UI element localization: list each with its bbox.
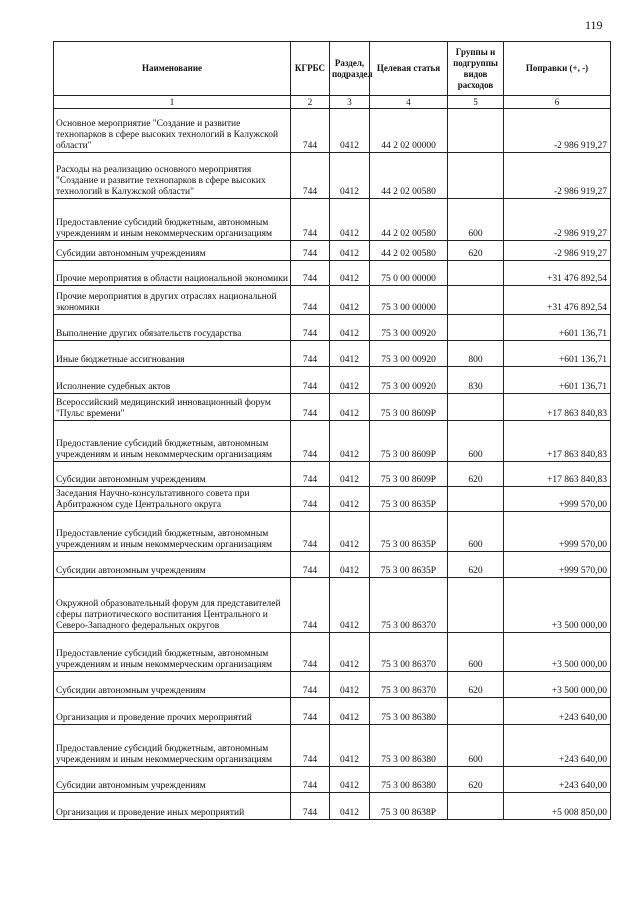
row-gruppa bbox=[448, 109, 504, 153]
row-kgrbs: 744 bbox=[291, 286, 330, 315]
row-razdel: 0412 bbox=[330, 698, 370, 725]
row-razdel: 0412 bbox=[330, 367, 370, 394]
row-razdel: 0412 bbox=[330, 487, 370, 512]
table-row bbox=[54, 767, 611, 793]
row-amount: +243 640,00 bbox=[504, 767, 611, 793]
row-kgrbs: 744 bbox=[291, 767, 330, 793]
row-name: Исполнение судебных актов bbox=[54, 367, 291, 394]
row-gruppa: 830 bbox=[448, 367, 504, 394]
row-tselevaya: 75 3 00 8635P bbox=[370, 512, 448, 552]
row-tselevaya: 44 2 02 00580 bbox=[370, 241, 448, 261]
row-tselevaya: 75 3 00 00000 bbox=[370, 286, 448, 315]
table-row bbox=[54, 286, 611, 315]
row-gruppa bbox=[448, 261, 504, 286]
row-razdel: 0412 bbox=[330, 633, 370, 672]
row-amount: +17 863 840,83 bbox=[504, 394, 611, 421]
row-amount: +3 500 000,00 bbox=[504, 672, 611, 698]
row-amount: +601 136,71 bbox=[504, 315, 611, 341]
row-kgrbs: 744 bbox=[291, 672, 330, 698]
row-gruppa bbox=[448, 698, 504, 725]
page-number: 119 bbox=[585, 18, 603, 32]
row-razdel: 0412 bbox=[330, 261, 370, 286]
row-gruppa: 620 bbox=[448, 241, 504, 261]
row-tselevaya: 75 3 00 8635P bbox=[370, 552, 448, 578]
row-name: Субсидии автономным учреждениям bbox=[54, 462, 291, 487]
row-name: Организация и проведение иных мероприятий bbox=[54, 793, 291, 820]
row-tselevaya: 75 3 00 86380 bbox=[370, 698, 448, 725]
header-amount: Поправки (+, -) bbox=[504, 42, 611, 96]
table-row bbox=[54, 552, 611, 578]
row-razdel: 0412 bbox=[330, 199, 370, 241]
table-row bbox=[54, 109, 611, 153]
row-gruppa: 600 bbox=[448, 199, 504, 241]
column-number: 4 bbox=[370, 96, 448, 109]
row-name: Иные бюджетные ассигнования bbox=[54, 341, 291, 367]
row-amount: +243 640,00 bbox=[504, 725, 611, 767]
row-name: Основное мероприятие "Создание и развитие технопарков в сфере высоких технологий в Калужской области" bbox=[54, 109, 291, 153]
row-razdel: 0412 bbox=[330, 153, 370, 199]
row-razdel: 0412 bbox=[330, 341, 370, 367]
header-tselevaya: Целевая статья bbox=[370, 42, 448, 96]
row-tselevaya: 44 2 02 00580 bbox=[370, 153, 448, 199]
row-tselevaya: 75 3 00 86370 bbox=[370, 633, 448, 672]
row-razdel: 0412 bbox=[330, 315, 370, 341]
table-row bbox=[54, 725, 611, 767]
row-amount: +999 570,00 bbox=[504, 552, 611, 578]
row-gruppa: 620 bbox=[448, 767, 504, 793]
row-amount: +999 570,00 bbox=[504, 487, 611, 512]
row-razdel: 0412 bbox=[330, 394, 370, 421]
row-amount: -2 986 919,27 bbox=[504, 109, 611, 153]
column-number: 1 bbox=[54, 96, 291, 109]
row-kgrbs: 744 bbox=[291, 793, 330, 820]
row-tselevaya: 75 3 00 8609P bbox=[370, 462, 448, 487]
row-name: Заседания Научно-консультативного совета при Арбитражном суде Центрального округа bbox=[54, 487, 291, 512]
row-tselevaya: 75 3 00 8638P bbox=[370, 793, 448, 820]
row-kgrbs: 744 bbox=[291, 725, 330, 767]
row-amount: +3 500 000,00 bbox=[504, 578, 611, 633]
table-row bbox=[54, 487, 611, 512]
row-tselevaya: 75 3 00 86370 bbox=[370, 578, 448, 633]
column-number: 5 bbox=[448, 96, 504, 109]
row-tselevaya: 75 3 00 8609P bbox=[370, 394, 448, 421]
row-tselevaya: 75 3 00 00920 bbox=[370, 367, 448, 394]
row-tselevaya: 75 3 00 8609P bbox=[370, 421, 448, 462]
row-amount: +17 863 840,83 bbox=[504, 462, 611, 487]
row-amount: +601 136,71 bbox=[504, 341, 611, 367]
row-tselevaya: 44 2 02 00000 bbox=[370, 109, 448, 153]
column-number: 2 bbox=[291, 96, 330, 109]
row-name: Предоставление субсидий бюджетным, автономным учреждениям и иным некоммерческим организациям bbox=[54, 512, 291, 552]
row-gruppa: 600 bbox=[448, 512, 504, 552]
row-name: Прочие мероприятия в области национальной экономики bbox=[54, 261, 291, 286]
row-name: Всероссийский медицинский инновационный форум "Пульс времени" bbox=[54, 394, 291, 421]
row-name: Субсидии автономным учреждениям bbox=[54, 672, 291, 698]
row-gruppa: 600 bbox=[448, 421, 504, 462]
table-body bbox=[54, 109, 611, 820]
row-name: Предоставление субсидий бюджетным, автономным учреждениям и иным некоммерческим организациям bbox=[54, 633, 291, 672]
row-gruppa bbox=[448, 487, 504, 512]
row-razdel: 0412 bbox=[330, 793, 370, 820]
row-gruppa bbox=[448, 153, 504, 199]
row-amount: +243 640,00 bbox=[504, 698, 611, 725]
row-name: Выполнение других обязательств государства bbox=[54, 315, 291, 341]
row-amount: +31 476 892,54 bbox=[504, 286, 611, 315]
row-gruppa bbox=[448, 578, 504, 633]
row-amount: +601 136,71 bbox=[504, 367, 611, 394]
table-row bbox=[54, 367, 611, 394]
row-gruppa bbox=[448, 793, 504, 820]
header-gruppa: Группы и подгруппы видов расходов bbox=[448, 42, 504, 96]
row-razdel: 0412 bbox=[330, 109, 370, 153]
row-amount: -2 986 919,27 bbox=[504, 241, 611, 261]
row-kgrbs: 744 bbox=[291, 552, 330, 578]
row-razdel: 0412 bbox=[330, 421, 370, 462]
row-gruppa: 600 bbox=[448, 633, 504, 672]
header-name: Наименование bbox=[54, 42, 291, 96]
row-gruppa: 620 bbox=[448, 672, 504, 698]
row-gruppa: 620 bbox=[448, 462, 504, 487]
row-kgrbs: 744 bbox=[291, 394, 330, 421]
row-tselevaya: 44 2 02 00580 bbox=[370, 199, 448, 241]
budget-table bbox=[53, 41, 611, 820]
row-tselevaya: 75 3 00 00920 bbox=[370, 315, 448, 341]
header-kgrbs: КГРБС bbox=[291, 42, 330, 96]
row-name: Предоставление субсидий бюджетным, автономным учреждениям и иным некоммерческим организациям bbox=[54, 199, 291, 241]
row-tselevaya: 75 3 00 8635P bbox=[370, 487, 448, 512]
row-amount: +17 863 840,83 bbox=[504, 421, 611, 462]
table-row bbox=[54, 462, 611, 487]
row-amount: -2 986 919,27 bbox=[504, 199, 611, 241]
row-name: Предоставление субсидий бюджетным, автономным учреждениям и иным некоммерческим организациям bbox=[54, 421, 291, 462]
table-row bbox=[54, 241, 611, 261]
row-name: Организация и проведение прочих мероприятий bbox=[54, 698, 291, 725]
row-tselevaya: 75 3 00 86380 bbox=[370, 725, 448, 767]
row-tselevaya: 75 0 00 00000 bbox=[370, 261, 448, 286]
row-razdel: 0412 bbox=[330, 241, 370, 261]
row-kgrbs: 744 bbox=[291, 512, 330, 552]
row-gruppa bbox=[448, 394, 504, 421]
row-kgrbs: 744 bbox=[291, 462, 330, 487]
row-kgrbs: 744 bbox=[291, 487, 330, 512]
row-name: Субсидии автономным учреждениям bbox=[54, 767, 291, 793]
column-number-row bbox=[54, 96, 611, 109]
row-kgrbs: 744 bbox=[291, 367, 330, 394]
row-amount: +5 008 850,00 bbox=[504, 793, 611, 820]
table-row bbox=[54, 421, 611, 462]
row-gruppa bbox=[448, 315, 504, 341]
row-tselevaya: 75 3 00 00920 bbox=[370, 341, 448, 367]
row-kgrbs: 744 bbox=[291, 153, 330, 199]
table-row bbox=[54, 315, 611, 341]
row-razdel: 0412 bbox=[330, 672, 370, 698]
row-gruppa: 600 bbox=[448, 725, 504, 767]
table-row bbox=[54, 698, 611, 725]
row-razdel: 0412 bbox=[330, 767, 370, 793]
table-row bbox=[54, 341, 611, 367]
header-razdel: Раздел, подраздел bbox=[330, 42, 370, 96]
row-kgrbs: 744 bbox=[291, 241, 330, 261]
row-name: Субсидии автономным учреждениям bbox=[54, 552, 291, 578]
row-name: Субсидии автономным учреждениям bbox=[54, 241, 291, 261]
row-amount: +3 500 000,00 bbox=[504, 633, 611, 672]
table-row bbox=[54, 633, 611, 672]
row-name: Окружной образовательный форум для представителей сферы патриотического воспитания Центрального и Северо-Западного федеральных округов bbox=[54, 578, 291, 633]
table-row bbox=[54, 153, 611, 199]
row-kgrbs: 744 bbox=[291, 261, 330, 286]
table-row bbox=[54, 394, 611, 421]
row-gruppa: 620 bbox=[448, 552, 504, 578]
row-kgrbs: 744 bbox=[291, 578, 330, 633]
table-row bbox=[54, 512, 611, 552]
row-kgrbs: 744 bbox=[291, 109, 330, 153]
row-kgrbs: 744 bbox=[291, 315, 330, 341]
row-razdel: 0412 bbox=[330, 512, 370, 552]
row-razdel: 0412 bbox=[330, 578, 370, 633]
row-kgrbs: 744 bbox=[291, 698, 330, 725]
row-tselevaya: 75 3 00 86370 bbox=[370, 672, 448, 698]
header-row bbox=[54, 42, 611, 96]
row-razdel: 0412 bbox=[330, 552, 370, 578]
row-razdel: 0412 bbox=[330, 725, 370, 767]
column-number: 3 bbox=[330, 96, 370, 109]
row-kgrbs: 744 bbox=[291, 633, 330, 672]
row-razdel: 0412 bbox=[330, 286, 370, 315]
table-row bbox=[54, 793, 611, 820]
table-row bbox=[54, 261, 611, 286]
table-row bbox=[54, 578, 611, 633]
row-gruppa: 800 bbox=[448, 341, 504, 367]
row-amount: +31 476 892,54 bbox=[504, 261, 611, 286]
row-kgrbs: 744 bbox=[291, 199, 330, 241]
row-amount: +999 570,00 bbox=[504, 512, 611, 552]
table-row bbox=[54, 672, 611, 698]
row-razdel: 0412 bbox=[330, 462, 370, 487]
row-kgrbs: 744 bbox=[291, 421, 330, 462]
row-amount: -2 986 919,27 bbox=[504, 153, 611, 199]
row-name: Расходы на реализацию основного мероприятия "Создание и развитие технопарков в сфере высоких технологий в Калужской области" bbox=[54, 153, 291, 199]
row-name: Предоставление субсидий бюджетным, автономным учреждениям и иным некоммерческим организациям bbox=[54, 725, 291, 767]
row-name: Прочие мероприятия в других отраслях национальной экономики bbox=[54, 286, 291, 315]
row-kgrbs: 744 bbox=[291, 341, 330, 367]
row-gruppa bbox=[448, 286, 504, 315]
column-number: 6 bbox=[504, 96, 611, 109]
row-tselevaya: 75 3 00 86380 bbox=[370, 767, 448, 793]
table-row bbox=[54, 199, 611, 241]
